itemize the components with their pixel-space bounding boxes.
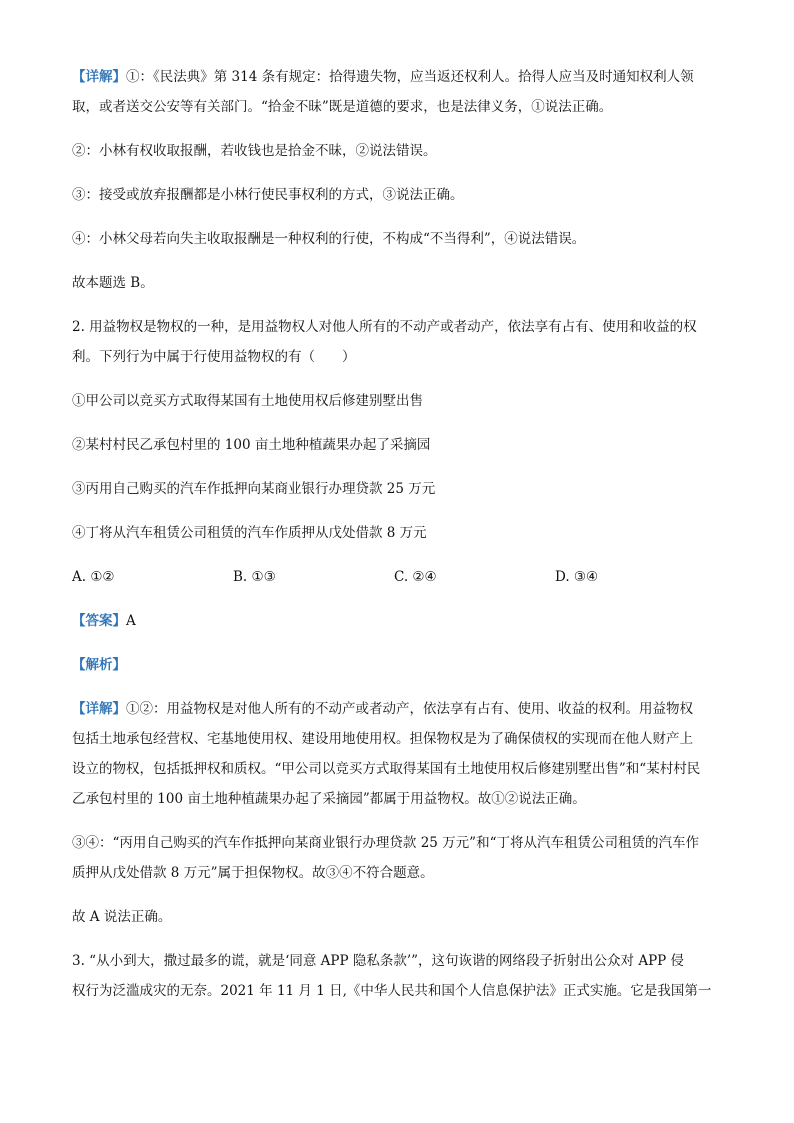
q2-explain-paragraph-1 (72, 694, 724, 724)
q2-item-2: ②某村村民乙承包村里的 100 亩土地种植蔬果办起了采摘园 (72, 437, 431, 453)
explain-tag: 【详解】 (72, 69, 126, 85)
q2-item-4: ④丁将从汽车租赁公司租赁的汽车作质押从戊处借款 8 万元 (72, 525, 427, 541)
q1-explain-paragraph-3: ③：接受或放弃报酬都是小林行使民事权利的方式，③说法正确。 (72, 187, 464, 203)
document-page (72, 62, 724, 1006)
option-b: B. ①③ (233, 569, 276, 585)
text-line: 乙承包村里的 100 亩土地种植蔬果办起了采摘园”都属于用益物权。故①②说法正确。 (72, 791, 586, 807)
text-line: ①：《民法典》第 314 条有规定：拾得遗失物，应当返还权利人。拾得人应当及时通知权利人领 (126, 69, 694, 85)
option-d: D. ③④ (555, 569, 599, 585)
q1-conclusion: 故本题选 B。 (72, 275, 154, 291)
option-a: A. ①② (72, 569, 115, 585)
q2-item-3: ③丙用自己购买的汽车作抵押向某商业银行办理贷款 25 万元 (72, 481, 436, 497)
q3-stem-line-2: 权行为泛滥成灾的无奈。2021 年 11 月 1 日,《中华人民共和国个人信息保护法》正式实施。它是我国第一 (72, 983, 712, 999)
explain-tag: 【详解】 (72, 701, 126, 717)
q1-explain-paragraph-2: ②：小林有权收取报酬，若收钱也是拾金不昧，②说法错误。 (72, 143, 437, 159)
q2-answer (72, 606, 724, 636)
q2-options (72, 562, 724, 592)
q1-explain-paragraph-4: ④：小林父母若向失主收取报酬是一种权利的行使，不构成“不当得利”，④说法错误。 (72, 231, 586, 247)
answer-value: A (126, 613, 136, 629)
answer-tag: 【答案】 (72, 613, 126, 629)
q1-explain-paragraph-1 (72, 62, 724, 92)
q3-stem-line-1: 3. “从小到大，撒过最多的谎，就是‘同意 APP 隐私条款’”，这句诙谐的网络段子折射出公众对 APP 侵 (72, 953, 685, 969)
text-line: 设立的物权，包括抵押权和质权。“甲公司以竞买方式取得某国有土地使用权后修建别墅出售”和“某村村民 (72, 761, 701, 777)
text-line: 质押从戊处借款 8 万元”属于担保物权。故③④不符合题意。 (72, 865, 434, 881)
text-line: 包括土地承包经营权、宅基地使用权、建设用地使用权。担保物权是为了确保债权的实现而在他人财产上 (72, 731, 693, 747)
q2-stem-line-1: 2. 用益物权是物权的一种，是用益物权人对他人所有的不动产或者动产，依法享有占有、使用和收益的权 (72, 319, 697, 335)
q2-conclusion: 故 A 说法正确。 (72, 909, 172, 925)
q2-explain-paragraph-2: ③④：“丙用自己购买的汽车作抵押向某商业银行办理贷款 25 万元”和“丁将从汽车租赁公司租赁的汽车作 (72, 835, 699, 851)
q2-item-1: ①甲公司以竞买方式取得某国有土地使用权后修建别墅出售 (72, 393, 423, 409)
text-line: 取，或者送交公安等有关部门。“拾金不昧”既是道德的要求，也是法律义务，①说法正确。 (72, 99, 613, 115)
q2-analysis-heading (72, 650, 724, 680)
analysis-tag: 【解析】 (72, 657, 126, 673)
option-c: C. ②④ (394, 569, 437, 585)
text-line: ①②：用益物权是对他人所有的不动产或者动产，依法享有占有、使用、收益的权利。用益物权 (126, 701, 693, 717)
q2-stem-line-2: 利。下列行为中属于行使用益物权的有（ ） (72, 349, 356, 365)
